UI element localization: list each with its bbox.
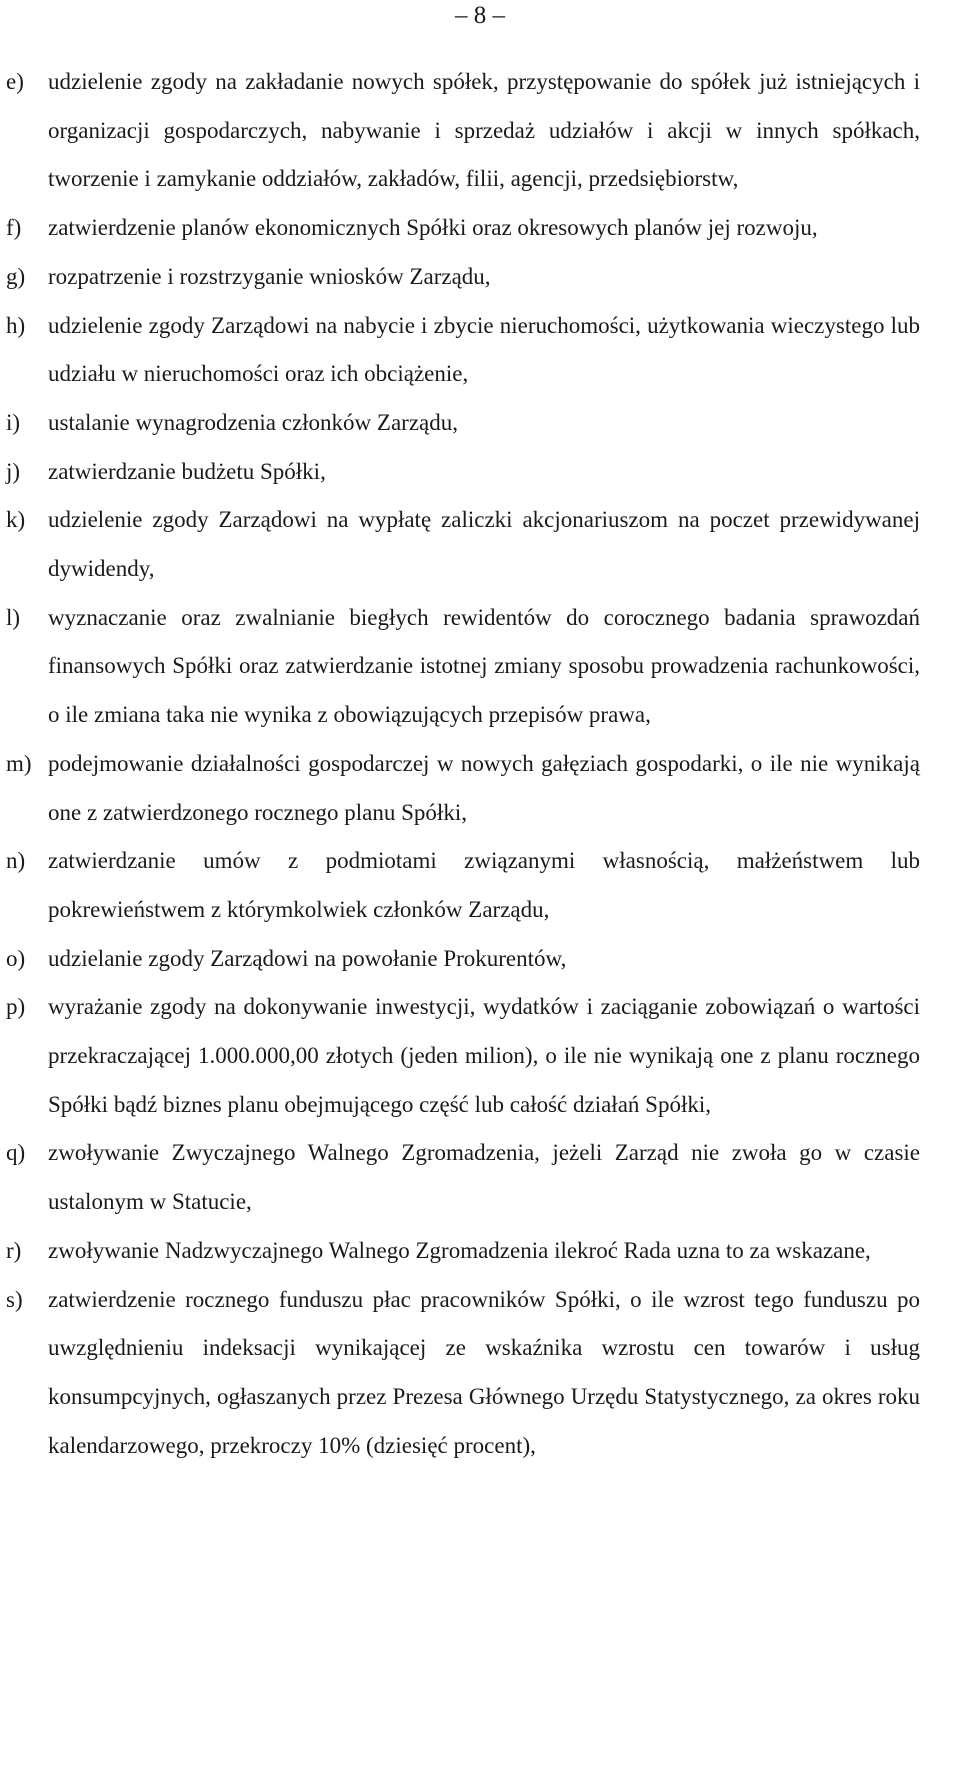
list-item-letter: e) — [6, 69, 24, 94]
list-item-text: ustalanie wynagrodzenia członków Zarządu, — [48, 409, 458, 435]
list-item — [0, 1276, 920, 1471]
list-item-text: udzielenie zgody Zarządowi na nabycie i zbycie nieruchomości, użytkowania wieczystego lub udziału w nieruchomości oraz ich obciążenie, — [48, 312, 920, 387]
list-item-letter: r) — [6, 1237, 22, 1263]
list-item — [0, 253, 920, 302]
list-item-text: wyrażanie zgody na dokonywanie inwestycji, wydatków i zaciąganie zobowiązań o wartości przekraczającej 1.000.000,00 złotych (jeden milion), o ile nie wynikają one z planu rocznego Spółki bądź biznes planu obejmującego część lub całość działań Spółki, — [48, 994, 920, 1117]
list-item — [0, 496, 920, 593]
list-item — [0, 983, 920, 1129]
list-item — [0, 594, 920, 740]
list-item-letter: p) — [6, 994, 26, 1020]
list-item — [0, 740, 920, 837]
list-item-text: wyznaczanie oraz zwalnianie biegłych rewidentów do corocznego badania sprawozdań finansowych Spółki oraz zatwierdzanie istotnej zmiany sposobu prowadzenia rachunkowości, o ile zmiana taka nie wynika z obowiązujących przepisów prawa, — [48, 604, 920, 728]
list-item-text: podejmowanie działalności gospodarczej w nowych gałęziach gospodarki, o ile nie wynikają one z zatwierdzonego rocznego planu Spółki, — [48, 750, 920, 825]
list-item — [0, 1129, 920, 1226]
list-item — [0, 399, 920, 448]
document-body — [0, 58, 960, 1470]
list-item — [0, 448, 920, 497]
list-item-letter: q) — [6, 1140, 26, 1166]
list-item-text: rozpatrzenie i rozstrzyganie wniosków Zarządu, — [48, 263, 491, 289]
page-number: – 8 – — [455, 2, 505, 29]
list-item — [0, 58, 920, 204]
list-item-letter: l) — [6, 604, 21, 630]
list-item-text: zwoływanie Nadzwyczajnego Walnego Zgromadzenia ilekroć Rada uzna to za wskazane, — [48, 1237, 871, 1263]
list-item — [0, 837, 920, 934]
list-item — [0, 204, 920, 253]
list-item-text: udzielenie zgody Zarządowi na wypłatę zaliczki akcjonariuszom na poczet przewidywanej dywidendy, — [48, 507, 920, 582]
list-item-text: udzielanie zgody Zarządowi na powołanie Prokurentów, — [48, 945, 567, 971]
list-item — [0, 935, 920, 984]
list-item — [0, 302, 920, 399]
list-item-text: zatwierdzanie budżetu Spółki, — [48, 458, 326, 484]
list-item-text: zatwierdzenie rocznego funduszu płac pracowników Spółki, o ile wzrost tego funduszu po uwzględnieniu indeksacji wynikającej ze wskaźnika wzrostu cen towarów i usług konsumpcyjnych, ogłaszanych przez Prezesa Głównego Urzędu Statystycznego, za okres roku kalendarzowego, przekroczy 10% (dziesięć procent), — [48, 1286, 920, 1458]
list-item-text: zwoływanie Zwyczajnego Walnego Zgromadzenia, jeżeli Zarząd nie zwoła go w czasie ustalonym w Statucie, — [48, 1140, 920, 1215]
list-item-text: udzielenie zgody na zakładanie nowych spółek, przystępowanie do spółek już istniejących i organizacji gospodarczych, nabywanie i sprzedaż udziałów i akcji w innych spółkach, tworzenie i zamykanie oddziałów, zakładów, filii, agencji, przedsiębiorstw, — [48, 69, 920, 192]
list-item-letter: o) — [6, 945, 26, 971]
list-item-letter: m) — [6, 750, 32, 776]
list-item-text: zatwierdzenie planów ekonomicznych Spółki oraz okresowych planów jej rozwoju, — [48, 215, 818, 241]
list-item — [0, 1227, 920, 1276]
list-item-letter: g) — [6, 263, 26, 289]
list-item-letter: n) — [6, 848, 26, 874]
list-item-letter: j) — [6, 458, 21, 484]
list-item-letter: k) — [6, 507, 26, 533]
list-item-text: zatwierdzanie umów z podmiotami związanymi własnością, małżeństwem lub pokrewieństwem z którymkolwiek członków Zarządu, — [48, 848, 920, 922]
list-item-letter: i) — [6, 409, 21, 435]
list-item-letter: h) — [6, 312, 26, 338]
list-item-letter: s) — [6, 1286, 23, 1312]
list-item-letter: f) — [6, 215, 22, 241]
